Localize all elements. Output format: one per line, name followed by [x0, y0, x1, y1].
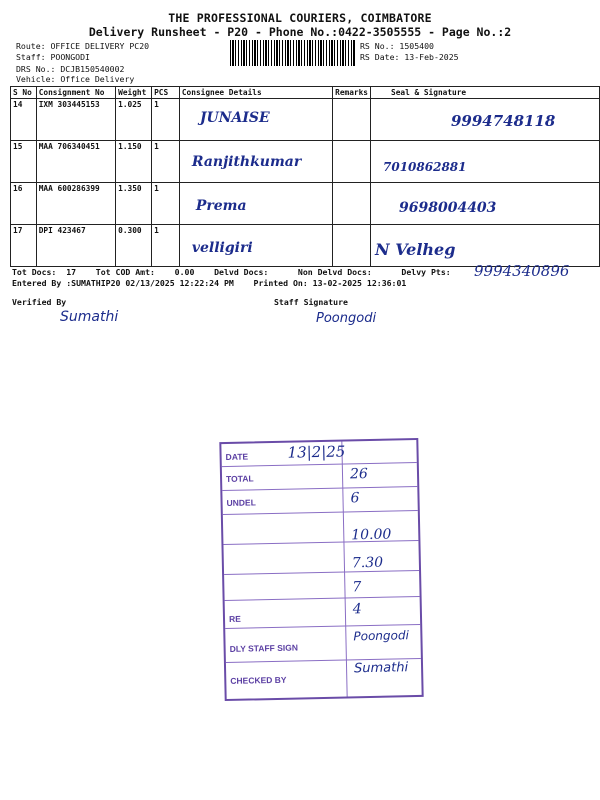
- cell-seal: [371, 99, 600, 141]
- cell-pcs: 1: [152, 99, 180, 141]
- cell-remarks: [333, 225, 371, 267]
- stamp-checked-label: CHECKED BY: [230, 674, 287, 686]
- rs-number: RS No.: 1505400: [360, 41, 434, 51]
- stamp-row-label: UNDEL: [226, 497, 256, 508]
- table-row: [11, 99, 600, 141]
- cell-consignment: IXM 303445153: [36, 99, 115, 141]
- stamp-staff-sign-row: [225, 624, 421, 663]
- staff-signature-label: Staff Signature: [274, 297, 348, 307]
- col-consignment: Consignment No: [36, 87, 115, 99]
- cell-seal: [371, 141, 600, 183]
- cell-weight: 1.350: [116, 183, 152, 225]
- runsheet-subtitle: Delivery Runsheet - P20 - Phone No.:0422-3505555 - Page No.:2: [88, 25, 512, 39]
- cell-weight: 0.300: [116, 225, 152, 267]
- consignee-handwriting: JUNAISE: [199, 110, 270, 126]
- staff-signature: Poongodi: [316, 311, 377, 326]
- col-weight: Weight: [116, 87, 152, 99]
- cell-sno: 16: [11, 183, 37, 225]
- cell-pcs: 1: [152, 183, 180, 225]
- staff-label: Staff: POONGODI: [16, 52, 90, 62]
- seal-handwriting: 9994748118: [451, 112, 556, 130]
- stamp-checked-value: Sumathi: [353, 660, 409, 677]
- stamp-row-value: 6: [350, 490, 360, 507]
- stamp-staff-sign-value: Poongodi: [353, 628, 409, 644]
- stamp-row-label: TOTAL: [225, 473, 254, 484]
- col-remarks: Remarks: [333, 87, 371, 99]
- consignee-handwriting: Prema: [195, 198, 247, 214]
- stamp-row-value: 7: [352, 579, 362, 596]
- route-label: Route: OFFICE DELIVERY PC20: [16, 41, 150, 51]
- rs-date: RS Date: 13-Feb-2025: [360, 52, 459, 62]
- stamp-row-value: 26: [349, 466, 369, 483]
- cell-consignment: DPI 423467: [36, 225, 115, 267]
- company-title: THE PROFESSIONAL COURIERS, COIMBATORE: [168, 11, 432, 25]
- cell-seal: [371, 183, 600, 225]
- table-header-row: [11, 87, 600, 99]
- stamp-row-value: 7.30: [351, 554, 384, 572]
- cell-pcs: 1: [152, 225, 180, 267]
- col-pcs: PCS: [152, 87, 180, 99]
- cell-sno: 15: [11, 141, 37, 183]
- col-consignee: Consignee Details: [179, 87, 332, 99]
- cell-consignment: MAA 706340451: [36, 141, 115, 183]
- vehicle-label: Vehicle: Office Delivery: [16, 74, 135, 84]
- stamp-date-value: 13|2|25: [287, 442, 346, 462]
- cell-remarks: [333, 99, 371, 141]
- stamp-row-value: 4: [352, 601, 362, 618]
- barcode-image: [230, 40, 355, 66]
- seal-handwriting: 7010862881: [383, 160, 467, 174]
- consignee-handwriting: Ranjithkumar: [191, 154, 302, 170]
- col-seal: Seal & Signature: [371, 87, 600, 99]
- cell-seal: [371, 225, 600, 267]
- cell-consignment: MAA 600286399: [36, 183, 115, 225]
- cell-consignee: [179, 141, 332, 183]
- verified-signature: Sumathi: [60, 309, 119, 325]
- cell-remarks: [333, 183, 371, 225]
- cell-pcs: 1: [152, 141, 180, 183]
- stamp-checked-row: [226, 658, 422, 697]
- drs-label: DRS No.: DCJB150540002: [16, 64, 125, 74]
- seal-handwriting: N Velheg: [375, 240, 456, 259]
- cell-weight: 1.025: [116, 99, 152, 141]
- cell-consignee: [179, 99, 332, 141]
- cell-remarks: [333, 141, 371, 183]
- stamp-row-label: RE: [228, 613, 241, 624]
- col-sno: S No: [11, 87, 37, 99]
- cell-weight: 1.150: [116, 141, 152, 183]
- cell-consignee: [179, 225, 332, 267]
- entered-by-line: Entered By :SUMATHIP20 02/13/2025 12:22:24 PM Printed On: 13-02-2025 12:36:01: [12, 278, 407, 288]
- cell-consignee: [179, 183, 332, 225]
- verified-by-label: Verified By: [12, 297, 67, 307]
- stamp-date-label: DATE: [225, 451, 249, 462]
- seal-handwriting: 9698004403: [399, 200, 497, 216]
- table-row: [11, 141, 600, 183]
- totals-line: Tot Docs: 17 Tot COD Amt: 0.00 Delvd Docs: Non Delvd Docs: Delvy Pts:: [12, 267, 451, 277]
- cell-sno: 17: [11, 225, 37, 267]
- table-row: [11, 225, 600, 267]
- delivery-stamp: [219, 438, 423, 701]
- cell-sno: 14: [11, 99, 37, 141]
- stamp-row-value: 10.00: [351, 526, 392, 544]
- runsheet-table: [10, 86, 600, 267]
- table-row: [11, 183, 600, 225]
- delivery-points-handwriting: 9994340896: [474, 262, 570, 280]
- consignee-handwriting: velligiri: [191, 240, 253, 256]
- stamp-staff-sign-label: DLY STAFF SIGN: [229, 642, 299, 654]
